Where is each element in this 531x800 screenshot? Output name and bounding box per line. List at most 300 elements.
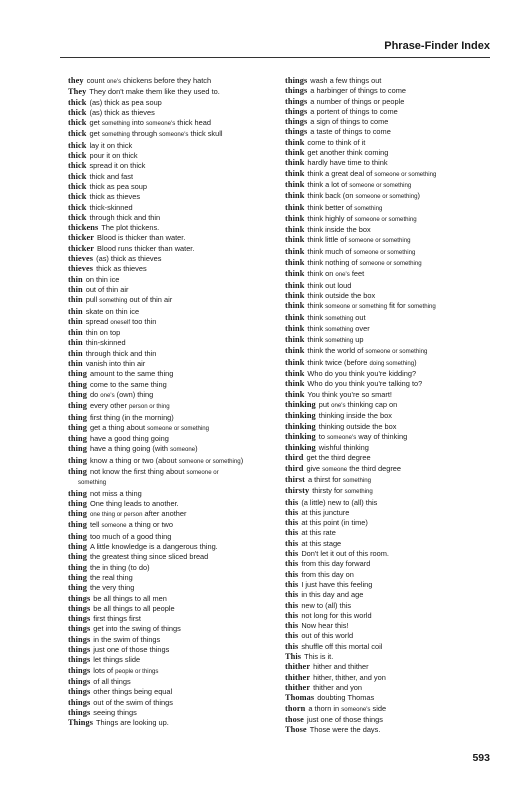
index-entry bbox=[68, 233, 282, 243]
index-entry bbox=[285, 214, 501, 225]
entry-phrase-text: a taste of things to come bbox=[310, 127, 391, 137]
entry-placeholder-text: someone or something bbox=[349, 181, 412, 189]
entry-phrase-text: ) bbox=[414, 357, 417, 367]
index-entry bbox=[285, 508, 501, 518]
index-entry bbox=[285, 180, 501, 191]
entry-keyword: thicker bbox=[68, 233, 95, 243]
entry-keyword: this bbox=[285, 579, 299, 589]
entry-keyword: thing bbox=[68, 401, 87, 411]
entry-keyword: thin bbox=[68, 359, 83, 369]
index-entry bbox=[285, 269, 501, 280]
index-entry bbox=[68, 98, 282, 108]
entry-phrase-text: not miss a thing bbox=[89, 488, 142, 498]
index-entry bbox=[285, 235, 501, 246]
index-entry bbox=[68, 254, 282, 264]
entry-keyword: this bbox=[285, 518, 299, 528]
entry-keyword: think bbox=[285, 312, 305, 322]
entry-keyword: thing bbox=[68, 562, 87, 572]
index-entry bbox=[68, 604, 282, 614]
entry-keyword: thick bbox=[68, 181, 87, 191]
index-entry bbox=[68, 172, 282, 182]
index-entry bbox=[68, 467, 282, 489]
entry-keyword: thirst bbox=[285, 474, 305, 484]
entry-phrase-text: the in thing (to do) bbox=[89, 562, 150, 572]
entry-phrase-text: This is it. bbox=[304, 652, 334, 662]
entry-phrase-text: let things slide bbox=[93, 655, 141, 665]
entry-keyword: Things bbox=[68, 718, 94, 728]
index-entry bbox=[285, 590, 501, 600]
entry-phrase-text: over bbox=[353, 323, 370, 333]
entry-placeholder-text: someone or something bbox=[147, 424, 210, 432]
entry-phrase-text: the real thing bbox=[89, 572, 133, 582]
index-entry bbox=[68, 151, 282, 161]
entry-keyword: thing bbox=[68, 488, 87, 498]
entry-placeholder-text: someone or something bbox=[348, 237, 411, 245]
entry-keyword: thing bbox=[68, 389, 87, 399]
entry-phrase-text: thick and fast bbox=[89, 171, 134, 181]
entry-phrase-text: a sign of things to come bbox=[310, 117, 389, 127]
index-entry bbox=[68, 573, 282, 583]
entry-keyword: think bbox=[285, 369, 305, 379]
entry-phrase-text: side bbox=[370, 703, 387, 713]
index-entry bbox=[285, 580, 501, 590]
entry-keyword: thing bbox=[68, 422, 87, 432]
entry-keyword: this bbox=[285, 549, 299, 559]
entry-keyword: thieves bbox=[68, 254, 94, 264]
index-entry bbox=[68, 203, 282, 213]
entry-keyword: thin bbox=[68, 316, 83, 326]
entry-phrase-text: shuffle off this mortal coil bbox=[301, 641, 383, 651]
entry-keyword: think bbox=[285, 235, 305, 245]
entry-phrase-text: (own) thing bbox=[114, 389, 154, 399]
index-entry bbox=[68, 380, 282, 390]
index-entry bbox=[68, 645, 282, 655]
entry-phrase-text: The plot thickens. bbox=[101, 223, 160, 233]
index-entry bbox=[68, 87, 282, 97]
entry-placeholder-text: one's bbox=[106, 78, 122, 85]
index-entry bbox=[68, 698, 282, 708]
entry-keyword: think bbox=[285, 301, 305, 311]
entry-keyword: thorn bbox=[285, 703, 306, 713]
entry-placeholder-text: one's bbox=[331, 401, 346, 409]
index-entry bbox=[285, 549, 501, 559]
entry-placeholder-text: someone or something bbox=[353, 248, 416, 256]
index-entry bbox=[285, 281, 501, 291]
index-entry bbox=[285, 422, 501, 432]
entry-phrase-text: wishful thinking bbox=[318, 443, 369, 453]
entry-phrase-text: from this day forward bbox=[301, 559, 371, 569]
index-column-right bbox=[285, 76, 501, 735]
entry-placeholder-text: someone's bbox=[341, 705, 371, 713]
index-entry bbox=[68, 317, 282, 328]
index-entry bbox=[68, 520, 282, 531]
index-entry bbox=[285, 443, 501, 453]
index-entry bbox=[285, 301, 501, 312]
entry-phrase-text: through thick and thin bbox=[89, 212, 161, 222]
index-entry bbox=[285, 662, 501, 672]
index-entry bbox=[285, 683, 501, 693]
index-entry bbox=[68, 552, 282, 562]
entry-phrase-text: think bbox=[307, 335, 326, 345]
entry-phrase-text: tell bbox=[89, 520, 102, 530]
running-header: Phrase-Finder Index bbox=[384, 40, 490, 52]
entry-keyword: this bbox=[285, 641, 299, 651]
entry-placeholder-text: something bbox=[101, 120, 130, 128]
entry-phrase-text: lots of bbox=[93, 665, 116, 675]
entry-keyword: thin bbox=[68, 338, 83, 348]
entry-phrase-text: A little knowledge is a dangerous thing. bbox=[89, 542, 218, 552]
entry-phrase-text: a harbinger of things to come bbox=[310, 86, 407, 96]
entry-phrase-text: just one of those things bbox=[93, 645, 170, 655]
index-entry bbox=[68, 338, 282, 348]
index-entry bbox=[68, 655, 282, 665]
entry-placeholder-text: people or things bbox=[115, 667, 159, 675]
entry-keyword: thing bbox=[68, 572, 87, 582]
index-entry bbox=[285, 704, 501, 715]
entry-phrase-text: of all things bbox=[93, 676, 131, 686]
index-entry bbox=[68, 677, 282, 687]
header-rule bbox=[60, 57, 490, 58]
entry-placeholder-text: something bbox=[407, 303, 436, 311]
entry-keyword: thinking bbox=[285, 431, 316, 441]
entry-keyword: this bbox=[285, 600, 299, 610]
entry-keyword: this bbox=[285, 528, 299, 538]
entry-keyword: things bbox=[68, 687, 91, 697]
entry-placeholder-text: one's bbox=[100, 391, 115, 399]
entry-keyword: things bbox=[285, 106, 308, 116]
entry-phrase-text: be all things to all men bbox=[93, 593, 167, 603]
index-entry bbox=[285, 652, 501, 662]
index-entry bbox=[285, 313, 501, 324]
entry-phrase-text: thick skull bbox=[188, 129, 223, 139]
index-entry bbox=[68, 413, 282, 423]
entry-phrase-text: spread bbox=[85, 316, 111, 326]
entry-phrase-text: thither and yon bbox=[313, 682, 363, 692]
entry-keyword: think bbox=[285, 225, 305, 235]
entry-placeholder-text: someone or something bbox=[355, 193, 418, 201]
entry-phrase-text: (a little) new to (all) this bbox=[301, 497, 378, 507]
entry-phrase-text: first thing (in the morning) bbox=[89, 412, 174, 422]
entry-keyword: thin bbox=[68, 348, 83, 358]
entry-keyword: thick bbox=[68, 212, 87, 222]
entry-phrase-text: come to think of it bbox=[307, 137, 366, 147]
entry-keyword: thick bbox=[68, 161, 87, 171]
entry-keyword: think bbox=[285, 168, 305, 178]
entry-keyword: think bbox=[285, 246, 305, 256]
index-entry bbox=[285, 291, 501, 301]
entry-phrase-text: the greatest thing since sliced bread bbox=[89, 552, 209, 562]
entry-phrase-text: in the swim of things bbox=[93, 634, 161, 644]
entry-phrase-text: think outside the box bbox=[307, 290, 376, 300]
entry-phrase-text: a thirst for bbox=[307, 474, 343, 484]
entry-keyword: thick bbox=[68, 171, 87, 181]
index-entry bbox=[285, 390, 501, 400]
entry-phrase-text: other things being equal bbox=[93, 687, 173, 697]
index-entry bbox=[285, 158, 501, 168]
entry-phrase-text: You think you're so smart! bbox=[307, 389, 392, 399]
entry-phrase-text: doubting Thomas bbox=[317, 693, 375, 703]
entry-phrase-text: thick as thieves bbox=[89, 192, 141, 202]
entry-phrase-text: get the third degree bbox=[306, 453, 371, 463]
index-entry bbox=[68, 359, 282, 369]
entry-keyword: things bbox=[68, 707, 91, 717]
entry-keyword: this bbox=[285, 538, 299, 548]
entry-phrase-text: pull bbox=[85, 295, 100, 305]
entry-keyword: think bbox=[285, 258, 305, 268]
index-entry bbox=[285, 475, 501, 486]
entry-keyword: things bbox=[285, 86, 308, 96]
index-entry bbox=[285, 725, 501, 735]
index-entry bbox=[285, 191, 501, 202]
entry-keyword: third bbox=[285, 453, 304, 463]
entry-keyword: thing bbox=[68, 542, 87, 552]
entry-phrase-text: on thin ice bbox=[85, 274, 120, 284]
entry-phrase-text: to bbox=[318, 431, 327, 441]
entry-keyword: thinking bbox=[285, 399, 316, 409]
entry-keyword: they bbox=[68, 76, 84, 85]
entry-placeholder-text: something bbox=[99, 297, 128, 305]
entry-phrase-text: think bbox=[307, 301, 326, 311]
index-entry bbox=[68, 423, 282, 434]
entry-keyword: thing bbox=[68, 379, 87, 389]
index-entry bbox=[68, 141, 282, 151]
entry-keyword: think bbox=[285, 213, 305, 223]
entry-keyword: things bbox=[68, 676, 91, 686]
entry-phrase-text: the very thing bbox=[89, 583, 135, 593]
entry-keyword: thick bbox=[68, 140, 87, 150]
entry-keyword: thinking bbox=[285, 421, 316, 431]
entry-keyword: think bbox=[285, 202, 305, 212]
index-entry bbox=[68, 285, 282, 295]
entry-keyword: things bbox=[285, 117, 308, 127]
index-entry bbox=[68, 635, 282, 645]
entry-phrase-text: put bbox=[318, 399, 332, 409]
entry-keyword: thin bbox=[68, 328, 83, 338]
entry-phrase-text: a thorn in bbox=[308, 703, 342, 713]
index-entry bbox=[285, 486, 501, 497]
entry-placeholder-text: someone or bbox=[186, 468, 219, 476]
entry-keyword: thing bbox=[68, 520, 87, 530]
index-entry bbox=[285, 715, 501, 725]
index-entry bbox=[68, 108, 282, 118]
entry-placeholder-text: someone or something bbox=[365, 348, 428, 356]
entry-phrase-text: I just have this feeling bbox=[301, 579, 373, 589]
entry-phrase-text: pour it on thick bbox=[89, 151, 138, 161]
entry-placeholder-text: oneself bbox=[110, 318, 131, 326]
entry-phrase-text: get another think coming bbox=[307, 148, 389, 158]
index-entry bbox=[68, 129, 282, 140]
entry-phrase-text: out of this world bbox=[301, 631, 354, 641]
entry-keyword: this bbox=[285, 507, 299, 517]
index-entry bbox=[68, 161, 282, 171]
entry-phrase-text: thick-skinned bbox=[89, 202, 133, 212]
entry-phrase-text: first things first bbox=[93, 614, 141, 624]
index-entry bbox=[285, 539, 501, 549]
entry-phrase-text: thinking outside the box bbox=[318, 421, 397, 431]
entry-keyword: thing bbox=[68, 509, 87, 519]
entry-phrase-text: up bbox=[353, 335, 364, 345]
entry-phrase-text: spread it on thick bbox=[89, 161, 146, 171]
index-entry bbox=[285, 432, 501, 443]
entry-phrase-text: hither, thither, and yon bbox=[313, 672, 386, 682]
entry-phrase-text: ) bbox=[240, 455, 244, 465]
entry-keyword: things bbox=[285, 127, 308, 137]
entry-keyword: thing bbox=[68, 531, 87, 541]
entry-keyword: thing bbox=[68, 369, 87, 379]
entry-keyword: thing bbox=[68, 455, 87, 465]
index-entry bbox=[68, 594, 282, 604]
index-entry bbox=[285, 559, 501, 569]
entry-placeholder-text: someone's bbox=[327, 433, 357, 441]
entry-phrase-text: Blood runs thicker than water. bbox=[97, 243, 195, 253]
entry-keyword: think bbox=[285, 346, 305, 356]
entry-phrase-text: (as) thick as thieves bbox=[96, 254, 162, 264]
entry-placeholder-text: someone or something bbox=[374, 170, 437, 178]
entry-keyword: think bbox=[285, 158, 305, 168]
index-entry bbox=[285, 631, 501, 641]
entry-keyword: thin bbox=[68, 284, 83, 294]
index-entry bbox=[285, 86, 501, 96]
entry-phrase-text: hither and thither bbox=[313, 662, 369, 672]
entry-phrase-text: too much of a good thing bbox=[89, 531, 172, 541]
entry-keyword: things bbox=[285, 76, 308, 85]
entry-placeholder-text: someone bbox=[101, 522, 127, 530]
index-entry bbox=[68, 444, 282, 455]
entry-phrase-text: just one of those things bbox=[306, 714, 383, 724]
entry-keyword: things bbox=[68, 665, 91, 675]
entry-keyword: think bbox=[285, 323, 305, 333]
entry-phrase-text: ) bbox=[417, 191, 420, 201]
entry-phrase-text: think inside the box bbox=[307, 225, 371, 235]
entry-placeholder-text: something bbox=[325, 337, 354, 345]
entry-placeholder-text: something bbox=[342, 476, 372, 484]
index-entry bbox=[68, 687, 282, 697]
entry-keyword: thinking bbox=[285, 443, 316, 453]
entry-keyword: this bbox=[285, 610, 299, 620]
entry-phrase-text: think bbox=[307, 312, 326, 322]
entry-phrase-text: Those were the days. bbox=[309, 725, 381, 735]
entry-placeholder-text: someone's bbox=[145, 120, 176, 128]
index-entry bbox=[285, 642, 501, 652]
index-entry bbox=[285, 138, 501, 148]
entry-keyword: think bbox=[285, 137, 305, 147]
entry-keyword: think bbox=[285, 357, 305, 367]
entry-phrase-text: out of thin air bbox=[127, 295, 173, 305]
entry-keyword: this bbox=[285, 631, 299, 641]
entry-phrase-text: thick head bbox=[175, 118, 211, 128]
index-entry bbox=[68, 349, 282, 359]
entry-keyword: thick bbox=[68, 192, 87, 202]
entry-phrase-text: ) bbox=[195, 444, 198, 454]
entry-phrase-text: come to the same thing bbox=[89, 379, 167, 389]
index-entry bbox=[285, 346, 501, 357]
entry-keyword: thick bbox=[68, 202, 87, 212]
entry-phrase-text: do bbox=[89, 389, 101, 399]
entry-phrase-text: feet bbox=[349, 269, 365, 279]
entry-phrase-text: a thing or two bbox=[126, 520, 173, 530]
entry-phrase-text: think twice (before bbox=[307, 357, 370, 367]
entry-phrase-text: a number of things or people bbox=[310, 96, 405, 106]
entry-keyword: things bbox=[285, 96, 308, 106]
entry-phrase-text: think on bbox=[307, 269, 336, 279]
entry-phrase-text: at this stage bbox=[301, 538, 342, 548]
entry-keyword: think bbox=[285, 335, 305, 345]
entry-phrase-text: at this point (in time) bbox=[301, 518, 368, 528]
entry-placeholder-text: someone or something bbox=[359, 260, 422, 268]
index-entry bbox=[68, 369, 282, 379]
entry-phrase-text: Blood is thicker than water. bbox=[97, 233, 186, 243]
entry-phrase-text: fit for bbox=[387, 301, 408, 311]
entry-keyword: thinking bbox=[285, 411, 316, 421]
entry-keyword: Those bbox=[285, 725, 307, 735]
entry-phrase-text: every other bbox=[89, 401, 129, 411]
entry-keyword: thicker bbox=[68, 243, 95, 253]
entry-phrase-text: think a lot of bbox=[307, 179, 350, 189]
entry-keyword: thick bbox=[68, 129, 87, 139]
entry-placeholder-text: one thing or person bbox=[89, 511, 143, 519]
entry-phrase-text: after another bbox=[142, 509, 187, 519]
entry-keyword: thick bbox=[68, 151, 87, 161]
index-entry bbox=[68, 390, 282, 401]
entry-keyword: think bbox=[285, 379, 305, 389]
entry-phrase-text: thinking cap on bbox=[345, 399, 398, 409]
entry-phrase-text: think back (on bbox=[307, 191, 356, 201]
index-entry bbox=[285, 369, 501, 379]
entry-phrase-text: think much of bbox=[307, 246, 354, 256]
index-entry bbox=[285, 611, 501, 621]
entry-phrase-text: new to (all) this bbox=[301, 600, 352, 610]
entry-phrase-text: Don't let it out of this room. bbox=[301, 549, 389, 559]
index-entry bbox=[68, 213, 282, 223]
entry-phrase-text: have a thing going (with bbox=[89, 444, 171, 454]
entry-keyword: thickens bbox=[68, 223, 99, 233]
entry-phrase-text: into bbox=[129, 118, 146, 128]
entry-phrase-text: a portent of things to come bbox=[310, 106, 398, 116]
entry-keyword: this bbox=[285, 559, 299, 569]
entry-keyword: think bbox=[285, 148, 305, 158]
index-entry bbox=[285, 528, 501, 538]
entry-placeholder-text: something bbox=[344, 488, 373, 496]
page-number: 593 bbox=[472, 752, 490, 764]
entry-keyword: this bbox=[285, 621, 299, 631]
entry-placeholder-text: someone bbox=[322, 465, 348, 473]
index-entry bbox=[285, 258, 501, 269]
entry-phrase-text: think better of bbox=[307, 202, 355, 212]
index-entry bbox=[68, 666, 282, 677]
entry-keyword: things bbox=[68, 645, 91, 655]
entry-keyword: third bbox=[285, 463, 304, 473]
entry-keyword: thin bbox=[68, 295, 83, 305]
index-entry bbox=[68, 118, 282, 129]
entry-keyword: thither bbox=[285, 672, 311, 682]
entry-phrase-text: seeing things bbox=[93, 707, 137, 717]
index-entry bbox=[285, 693, 501, 703]
entry-keyword: This bbox=[285, 652, 302, 662]
entry-keyword: thick bbox=[68, 107, 87, 117]
index-entry bbox=[68, 563, 282, 573]
entry-keyword: think bbox=[285, 280, 305, 290]
entry-keyword: thither bbox=[285, 682, 311, 692]
entry-keyword: think bbox=[285, 191, 305, 201]
index-entry bbox=[68, 328, 282, 338]
entry-phrase-text: out bbox=[353, 312, 366, 322]
entry-phrase-text: through thick and thin bbox=[85, 348, 157, 358]
index-entry bbox=[68, 499, 282, 509]
entry-keyword: thick bbox=[68, 97, 87, 107]
index-entry bbox=[285, 76, 501, 86]
entry-phrase-text: through bbox=[129, 129, 160, 139]
index-entry bbox=[68, 192, 282, 202]
